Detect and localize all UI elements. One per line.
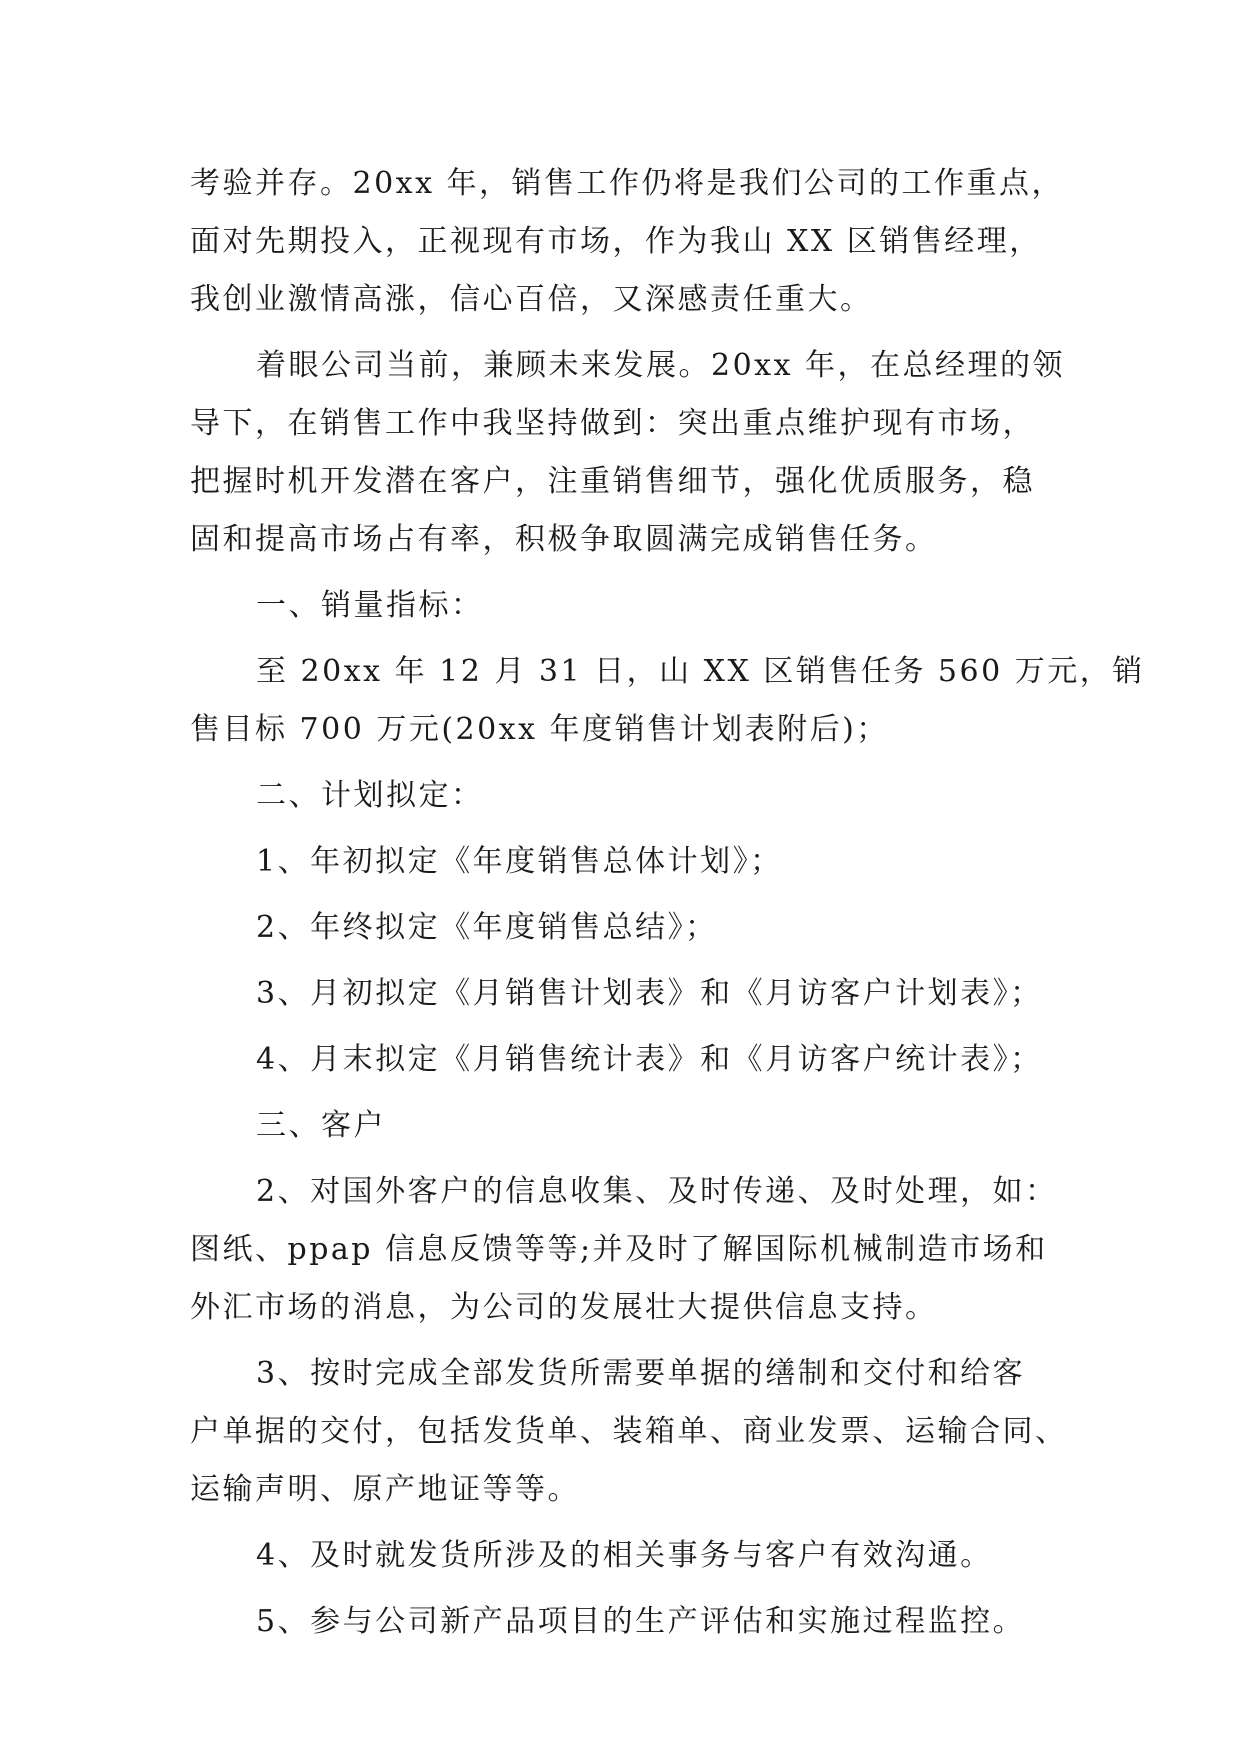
text-line: 2、对国外客户的信息收集、及时传递、及时处理，如： [256, 1174, 1058, 1209]
text-line: 2、年终拟定《年度销售总结》； [256, 910, 718, 945]
text-line: 4、月末拟定《月销售统计表》和《月访客户统计表》； [256, 1042, 1043, 1077]
text-line: 把握时机开发潜在客户，注重销售细节，强化优质服务，稳 [190, 464, 1035, 499]
text-line: 一、销量指标： [256, 588, 484, 623]
text-line: 外汇市场的消息，为公司的发展壮大提供信息支持。 [190, 1290, 938, 1325]
text-line: 运输声明、原产地证等等。 [190, 1472, 580, 1507]
text-line: 我创业激情高涨，信心百倍，又深感责任重大。 [190, 282, 873, 317]
paragraph-intro [190, 155, 1065, 329]
text-line: 售目标 700 万元(20xx 年度销售计划表附后)； [190, 712, 889, 747]
customer-item-3 [190, 1345, 1068, 1519]
plan-item-4 [190, 1031, 1065, 1089]
customer-item-4 [190, 1527, 1065, 1585]
paragraph-sales-target [190, 643, 1145, 759]
text-line: 着眼公司当前，兼顾未来发展。20xx 年，在总经理的领 [256, 348, 1066, 383]
plan-item-1 [190, 833, 1065, 891]
text-line: 二、计划拟定： [256, 778, 484, 813]
text-line: 1、年初拟定《年度销售总体计划》； [256, 844, 783, 879]
plan-item-2 [190, 899, 1065, 957]
section-heading-sales-target [190, 577, 1065, 635]
text-line: 固和提高市场占有率，积极争取圆满完成销售任务。 [190, 522, 938, 557]
text-line: 导下，在销售工作中我坚持做到：突出重点维护现有市场， [190, 406, 1035, 441]
text-line: 3、按时完成全部发货所需要单据的缮制和交付和给客 [256, 1356, 1026, 1391]
customer-item-2 [190, 1163, 1065, 1337]
paragraph-focus [190, 337, 1065, 569]
plan-item-3 [190, 965, 1065, 1023]
text-line: 5、参与公司新产品项目的生产评估和实施过程监控。 [256, 1604, 1026, 1639]
text-line: 考验并存。20xx 年，销售工作仍将是我们公司的工作重点， [190, 166, 1065, 201]
text-line: 图纸、ppap 信息反馈等等;并及时了解国际机械制造市场和 [190, 1232, 1048, 1267]
document-body [190, 155, 1145, 1651]
text-line: 至 20xx 年 12 月 31 日，山 XX 区销售任务 560 万元，销 [256, 654, 1145, 689]
text-line: 4、及时就发货所涉及的相关事务与客户有效沟通。 [256, 1538, 993, 1573]
text-line: 三、客户 [256, 1108, 386, 1143]
customer-item-5 [190, 1593, 1065, 1651]
text-line: 户单据的交付，包括发货单、装箱单、商业发票、运输合同、 [190, 1414, 1068, 1449]
section-heading-plan [190, 767, 1065, 825]
section-heading-customer [190, 1097, 1065, 1155]
text-line: 3、月初拟定《月销售计划表》和《月访客户计划表》； [256, 976, 1043, 1011]
text-line: 面对先期投入，正视现有市场，作为我山 XX 区销售经理， [190, 224, 1042, 259]
